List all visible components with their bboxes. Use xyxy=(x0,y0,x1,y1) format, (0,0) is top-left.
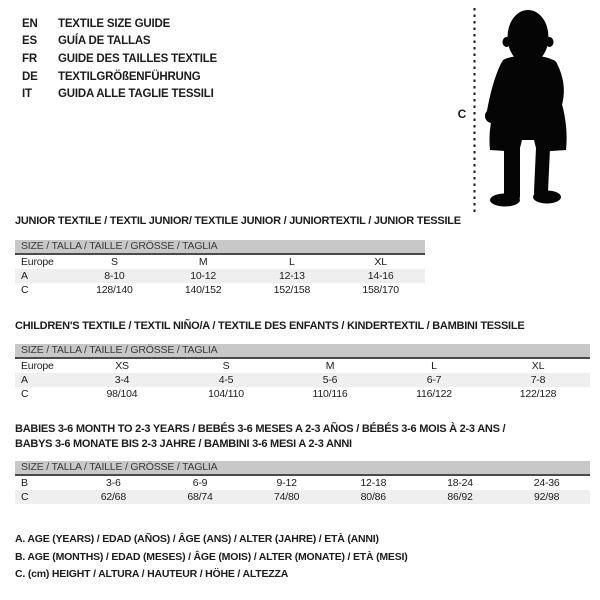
size-table-children xyxy=(15,344,590,401)
lang-code: EN xyxy=(22,17,38,30)
table-row xyxy=(15,373,590,387)
row-label: C xyxy=(21,388,29,400)
table-cell: 68/74 xyxy=(187,491,213,503)
table-cell: 18-24 xyxy=(447,477,473,489)
size-header-bar: SIZE / TALLA / TAILLE / GRÖSSE / TAGLIA xyxy=(15,240,425,255)
table-cell: 3-6 xyxy=(106,477,121,489)
table-cell: 6-7 xyxy=(426,374,442,386)
table-cell: 110/116 xyxy=(312,388,348,400)
section-title-children: CHILDREN'S TEXTILE / TEXTIL NIÑO/A / TEXTILE DES ENFANTS / KINDERTEXTIL / BAMBINI TESSILE xyxy=(15,320,525,332)
table-cell: 62/68 xyxy=(100,491,126,503)
table-cell: 92/98 xyxy=(534,491,560,503)
row-label: C xyxy=(21,284,29,296)
baby-silhouette-icon xyxy=(455,0,600,215)
lang-title: GUÍA DE TALLAS xyxy=(58,35,151,48)
table-cell: 8-10 xyxy=(104,270,125,282)
lang-row-en xyxy=(22,15,422,33)
table-cell: XL xyxy=(531,360,545,372)
section-title-babies-line2: BABYS 3-6 MONATE BIS 2-3 JAHRE / BAMBINI 3-6 MESI A 2-3 ANNI xyxy=(15,438,352,450)
row-label: Europe xyxy=(21,360,54,372)
table-cell: 24-36 xyxy=(533,477,560,489)
table-cell: XS xyxy=(115,360,129,372)
table-cell: S xyxy=(222,360,230,372)
size-header-bar: SIZE / TALLA / TAILLE / GRÖSSE / TAGLIA xyxy=(15,461,590,476)
table-row xyxy=(15,476,590,490)
lang-row-de xyxy=(22,68,422,86)
lang-row-it xyxy=(22,85,422,103)
table-cell: 14-16 xyxy=(367,270,394,282)
note-height-cm: C. (cm) HEIGHT / ALTURA / HAUTEUR / HÖHE / ALTEZZA xyxy=(15,568,289,580)
table-cell: 128/140 xyxy=(96,284,133,296)
table-cell: 5-6 xyxy=(322,374,338,386)
table-cell: 140/152 xyxy=(184,284,222,296)
table-cell: L xyxy=(431,360,437,372)
table-cell: 152/158 xyxy=(273,284,311,296)
note-age-months: B. AGE (MONTHS) / EDAD (MESES) / ÂGE (MOIS) / ALTER (MONATE) / ETÀ (MESI) xyxy=(15,550,408,563)
table-cell: 86/92 xyxy=(447,491,473,503)
table-cell: 6-9 xyxy=(192,477,208,489)
size-table-babies xyxy=(15,461,590,504)
table-cell: 158/170 xyxy=(362,284,399,296)
table-cell: 116/122 xyxy=(416,388,452,400)
table-cell: 7-8 xyxy=(530,374,546,386)
table-cell: 104/110 xyxy=(208,388,244,400)
table-cell: XL xyxy=(374,256,387,268)
table-cell: 10-12 xyxy=(190,270,217,282)
table-cell: 12-13 xyxy=(278,270,305,282)
table-cell: M xyxy=(198,256,208,268)
section-title-junior: JUNIOR TEXTILE / TEXTIL JUNIOR/ TEXTILE JUNIOR / JUNIORTEXTIL / JUNIOR TESSILE xyxy=(15,215,461,227)
table-row xyxy=(15,387,590,401)
table-row xyxy=(15,255,425,269)
table-cell: 122/128 xyxy=(519,388,557,400)
table-cell: 80/86 xyxy=(360,491,386,503)
table-cell: 74/80 xyxy=(274,491,300,503)
lang-title: TEXTILE SIZE GUIDE xyxy=(58,17,171,30)
lang-code: DE xyxy=(22,70,38,83)
table-row xyxy=(15,359,590,373)
note-age-years: A. AGE (YEARS) / EDAD (AÑOS) / ÂGE (ANS) / ALTER (JAHRE) / ETÀ (ANNI) xyxy=(15,533,379,545)
legend-notes xyxy=(15,531,593,584)
lang-title: GUIDA ALLE TAGLIE TESSILI xyxy=(58,88,214,101)
table-cell: M xyxy=(325,360,335,372)
lang-title: TEXTILGRÖßENFÜHRUNG xyxy=(58,70,201,83)
row-label: A xyxy=(21,270,28,282)
row-label: A xyxy=(21,374,28,386)
table-cell: S xyxy=(110,256,118,268)
table-cell: 98/104 xyxy=(106,388,138,400)
lang-title: GUIDE DES TAILLES TEXTILE xyxy=(58,52,217,65)
table-row xyxy=(15,269,425,283)
row-label: C xyxy=(21,491,29,503)
table-row xyxy=(15,490,590,504)
table-row xyxy=(15,283,425,297)
table-cell: 3-4 xyxy=(114,374,130,386)
language-title-list xyxy=(22,15,422,103)
lang-code: FR xyxy=(22,52,37,65)
table-cell: 4-5 xyxy=(218,374,234,386)
size-header-bar: SIZE / TALLA / TAILLE / GRÖSSE / TAGLIA xyxy=(15,344,590,359)
row-label: B xyxy=(21,477,28,489)
table-cell: 9-12 xyxy=(276,477,297,489)
table-cell: L xyxy=(289,256,295,268)
table-cell: 12-18 xyxy=(360,477,387,489)
lang-code: ES xyxy=(22,35,37,48)
section-title-babies-line1: BABIES 3-6 MONTH TO 2-3 YEARS / BEBÉS 3-6 MESES A 2-3 AÑOS / BÉBÉS 3-6 MOIS À 2-3 ANS / xyxy=(15,423,506,435)
row-label: Europe xyxy=(21,256,54,268)
size-table-junior xyxy=(15,240,425,297)
lang-row-es xyxy=(22,33,422,51)
lang-code: IT xyxy=(22,88,32,101)
height-measure-label: C xyxy=(457,107,467,121)
lang-row-fr xyxy=(22,50,422,68)
